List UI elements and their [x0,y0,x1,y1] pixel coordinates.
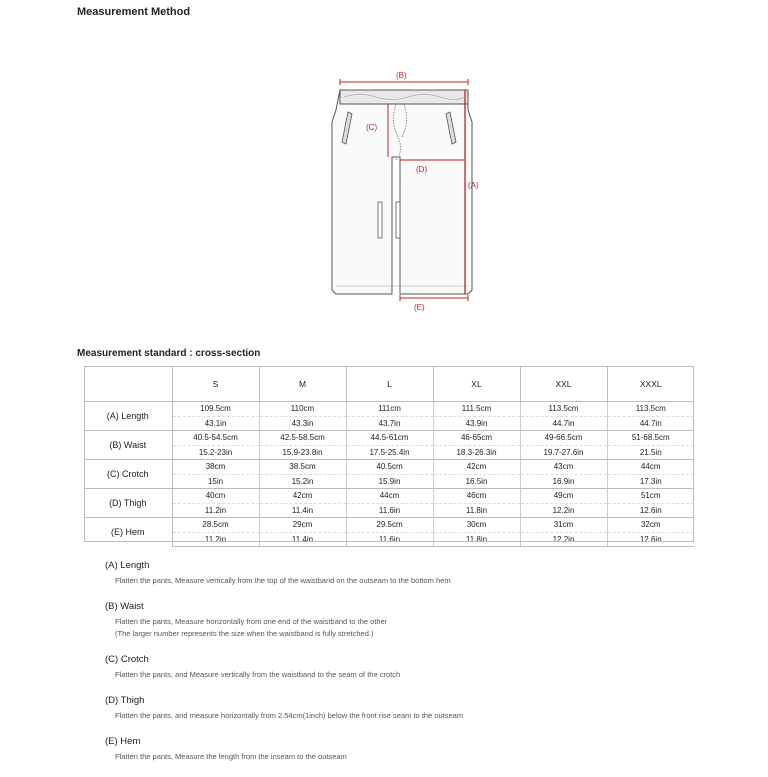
cm-cell: 42cm [433,460,520,475]
note-length [105,560,705,587]
row-label: (C) Crotch [84,460,172,489]
in-cell: 44.7in [607,416,694,431]
cm-cell: 40cm [172,489,259,504]
in-cell: 11.2in [172,503,259,518]
cm-cell: 113.5cm [520,402,607,417]
cm-cell: 40.5-54.5cm [172,431,259,446]
in-cell: 17.3in [607,474,694,489]
cm-cell: 28.5cm [172,518,259,533]
note-title: (A) Length [105,560,150,571]
note-crotch [105,654,705,681]
size-table [84,366,694,547]
table-row-thigh-in [84,503,694,518]
size-header: S [172,366,259,402]
note-text: Flatten the pants, and Measure vertically from the waistband to the seam of the crotch [115,670,401,679]
size-header: XXL [520,366,607,402]
in-cell: 15.9-23.8in [259,445,346,460]
cm-cell: 51-68.5cm [607,431,694,446]
cm-cell: 40.5cm [346,460,433,475]
note-title: (C) Crotch [105,654,149,665]
cm-cell: 32cm [607,518,694,533]
table-row-hem-cm [84,518,694,533]
note-text: Flatten the pants, Measure vertically from the top of the waistband on the outseam to the bottom hem [115,576,451,585]
note-text: Flatten the pants, Measure horizontally from one end of the waistband to the other [115,617,388,626]
pants-measurement-diagram [300,62,500,317]
note-title: (B) Waist [105,601,144,612]
label-b: (B) [396,71,407,80]
in-cell: 15.9in [346,474,433,489]
size-header: XL [433,366,520,402]
in-cell: 11.8in [433,532,520,547]
label-a: (A) [468,181,479,190]
note-hem [105,736,705,763]
in-cell: 15.2-23in [172,445,259,460]
waistband [340,90,468,104]
in-cell: 17.5-25.4in [346,445,433,460]
cm-cell: 111.5cm [433,402,520,417]
table-row-thigh-cm [84,489,694,504]
label-e: (E) [414,303,425,312]
in-cell: 21.5in [607,445,694,460]
row-label: (B) Waist [84,431,172,460]
in-cell: 11.6in [346,532,433,547]
in-cell: 44.7in [520,416,607,431]
in-cell: 16.9in [520,474,607,489]
cm-cell: 44cm [607,460,694,475]
cm-cell: 43cm [520,460,607,475]
measurement-notes [105,560,705,777]
cm-cell: 44.5-61cm [346,431,433,446]
table-row-length-cm [84,402,694,417]
cm-cell: 109.5cm [172,402,259,417]
note-waist [105,601,705,640]
in-cell: 11.6in [346,503,433,518]
in-cell: 11.8in [433,503,520,518]
cm-cell: 42.5-58.5cm [259,431,346,446]
row-label: (A) Length [84,402,172,431]
size-header: L [346,366,433,402]
note-thigh [105,695,705,722]
table-row-hem-in [84,532,694,547]
cm-cell: 113.5cm [607,402,694,417]
in-cell: 43.7in [346,416,433,431]
cm-cell: 38.5cm [259,460,346,475]
table-row-crotch-in [84,474,694,489]
cm-cell: 44cm [346,489,433,504]
in-cell: 12.2in [520,503,607,518]
measurement-method-heading: Measurement Method [77,6,191,18]
in-cell: 12.6in [607,503,694,518]
cm-cell: 31cm [520,518,607,533]
in-cell: 16.5in [433,474,520,489]
in-cell: 43.9in [433,416,520,431]
table-row-crotch-cm [84,460,694,475]
in-cell: 12.6in [607,532,694,547]
in-cell: 12.2in [520,532,607,547]
table-row-length-in [84,416,694,431]
in-cell: 43.3in [259,416,346,431]
in-cell: 15.2in [259,474,346,489]
cm-cell: 51cm [607,489,694,504]
note-title: (D) Thigh [105,695,145,706]
in-cell: 11.2in [172,532,259,547]
table-row-waist-in [84,445,694,460]
label-d: (D) [416,165,428,174]
in-cell: 11.4in [259,503,346,518]
row-label: (E) Hem [84,518,172,547]
cm-cell: 49cm [520,489,607,504]
cm-cell: 29.5cm [346,518,433,533]
corner-cell [84,366,172,402]
note-text: (The larger number represents the size when the waistband is fully stretched.) [115,629,374,638]
note-text: Flatten the pants, and measure horizontally from 2.54cm(1inch) below the front rise seam to the outseam [115,711,464,720]
size-header: XXXL [607,366,694,402]
cm-cell: 30cm [433,518,520,533]
measurement-standard-heading: Measurement standard : cross-section [77,348,261,359]
cm-cell: 46cm [433,489,520,504]
size-header-row [84,366,694,402]
cm-cell: 111cm [346,402,433,417]
size-header: M [259,366,346,402]
label-c: (C) [366,123,378,132]
note-text: Flatten the pants, Measure the length from the inseam to the outseam [115,752,347,761]
in-cell: 18.3-26.3in [433,445,520,460]
cm-cell: 42cm [259,489,346,504]
cm-cell: 29cm [259,518,346,533]
table-row-waist-cm [84,431,694,446]
in-cell: 19.7-27.6in [520,445,607,460]
note-title: (E) Hem [105,736,141,747]
cm-cell: 49-66.5cm [520,431,607,446]
in-cell: 15in [172,474,259,489]
cm-cell: 110cm [259,402,346,417]
in-cell: 11.4in [259,532,346,547]
cm-cell: 46-65cm [433,431,520,446]
in-cell: 43.1in [172,416,259,431]
cm-cell: 38cm [172,460,259,475]
row-label: (D) Thigh [84,489,172,518]
